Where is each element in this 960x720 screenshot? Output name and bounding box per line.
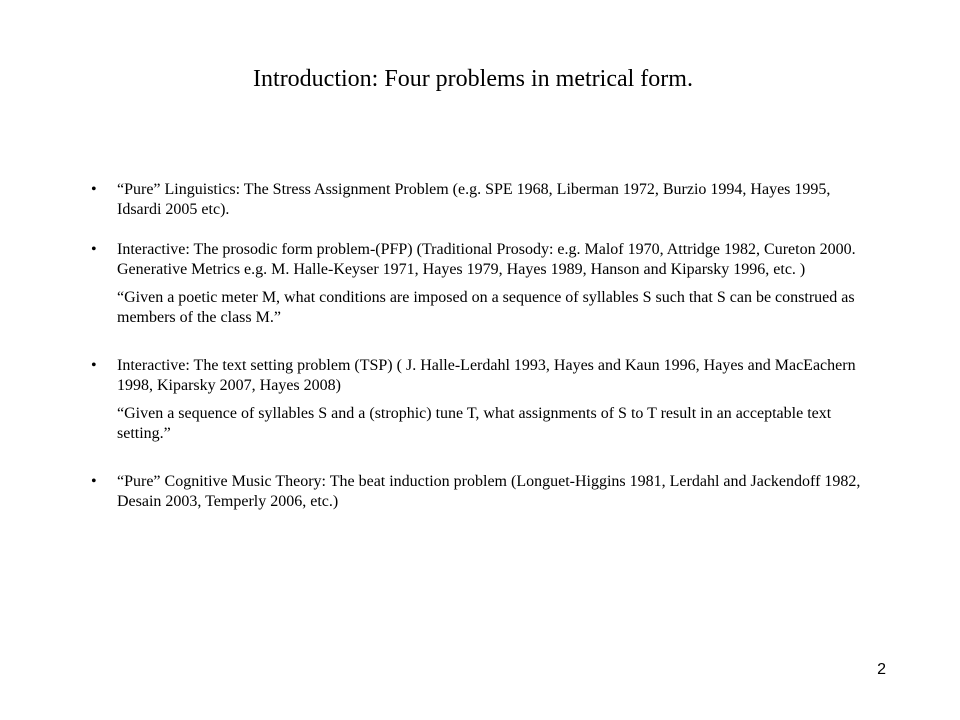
bullet-icon: • [91,357,97,374]
bullet-text: “Pure” Cognitive Music Theory: The beat induction problem (Longuet-Higgins 1981, Lerdahl and Jackendoff 1982, Desain 2003, Temperly 2006, etc.) [117,473,861,510]
slide-title: Introduction: Four problems in metrical form. [253,66,693,92]
page-number: 2 [877,661,886,678]
bullet-list [91,180,871,512]
bullet-icon: • [91,241,97,258]
bullet-icon: • [91,473,97,490]
bullet-icon: • [91,181,97,198]
bullet-item-beat-induction [91,472,871,512]
bullet-item-prosodic-form [91,240,871,280]
bullet-text: “Pure” Linguistics: The Stress Assignment Problem (e.g. SPE 1968, Liberman 1972, Burzio 1994, Hayes 1995, Idsardi 2005 etc). [117,181,831,218]
quote-paragraph-prosodic-form: “Given a poetic meter M, what conditions are imposed on a sequence of syllables S such that S can be construed as members of the class M.” [117,289,855,326]
bullet-item-text-setting [91,356,871,396]
bullet-text: Interactive: The prosodic form problem-(PFP) (Traditional Prosody: e.g. Malof 1970, Attridge 1982, Cureton 2000. Generative Metrics e.g. M. Halle-Keyser 1971, Hayes 1979, Hayes 1989, Hanson and Kiparsky 1996, etc. ) [117,241,856,278]
bullet-text: Interactive: The text setting problem (TSP) ( J. Halle-Lerdahl 1993, Hayes and Kaun 1996, Hayes and MacEachern 1998, Kiparsky 2007, Hayes 2008) [117,357,856,394]
quote-paragraph-text-setting: “Given a sequence of syllables S and a (strophic) tune T, what assignments of S to T result in an acceptable text setting.” [117,405,832,442]
bullet-item-stress-assignment [91,180,871,220]
